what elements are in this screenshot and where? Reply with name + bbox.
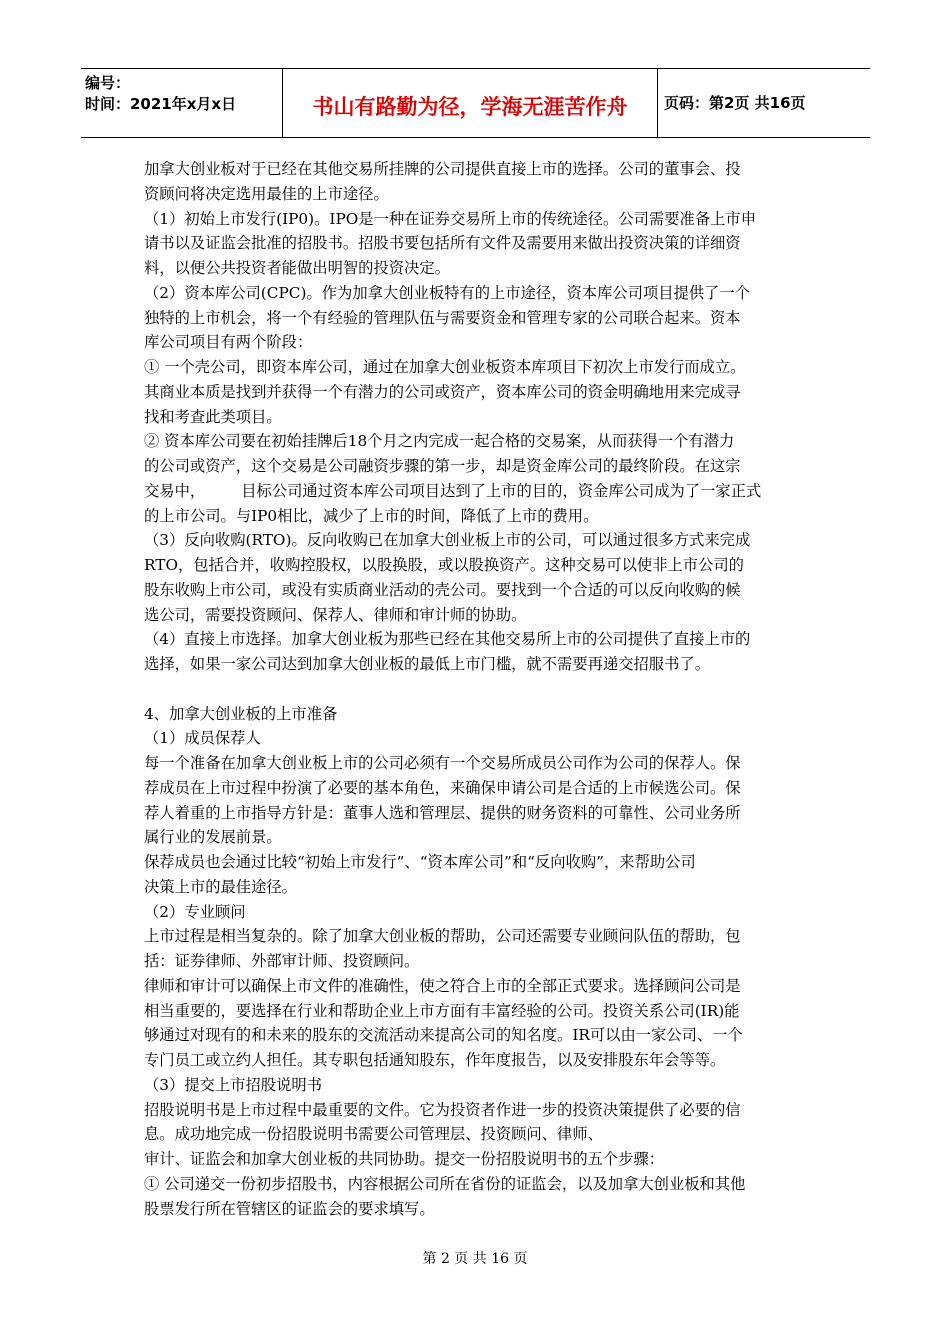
text-line: （4）直接上市选择。加拿大创业板为那些已经在其他交易所上市的公司提供了直接上市的 [144, 630, 751, 649]
text-line-split [144, 479, 812, 504]
text-line: （1）初始上市发行(IP0)。IPO是一种在证券交易所上市的传统途径。公司需要准备上市申 [144, 209, 757, 228]
text-line-tail: 目标公司通过资本库公司项目达到了上市的目的，资金库公司成为了一家正式 [241, 481, 762, 500]
text-line: 保荐成员也会通过比较“初始上市发行”、“资本库公司”和“反向收购”，来帮助公司 [144, 853, 696, 871]
page-info: 页码：第2页 共16页 [664, 94, 806, 112]
text-line: 库公司项目有两个阶段： [144, 333, 313, 352]
text-line: 决策上市的最佳途径。 [144, 877, 297, 896]
text-line: 加拿大创业板对于已经在其他交易所挂牌的公司提供直接上市的选择。公司的董事会、投 [144, 160, 741, 178]
time-label: 时间：2021年x月x日 [85, 95, 237, 113]
section-heading: 4、加拿大创业板的上市准备 [144, 704, 338, 723]
text-line: ① 一个壳公司，即资本库公司，通过在加拿大创业板资本库项目下初次上市发行而成立。 [144, 358, 746, 376]
text-line: （3）提交上市招股说明书 [144, 1075, 322, 1094]
text-line: 专门员工或立约人担任。其专职包括通知股东，作年度报告，以及安排股东年会等等。 [144, 1051, 726, 1069]
text-line: 选择，如果一家公司达到加拿大创业板的最低上市门槛，就不需要再递交招服书了。 [144, 655, 710, 673]
document-body [144, 157, 812, 1221]
text-line: （3）反向收购(RTO)。反向收购已在加拿大创业板上市的公司，可以通过很多方式来完成 [144, 531, 751, 550]
text-line: 息。成功地完成一份招股说明书需要公司管理层、投资顾问、律师、 [144, 1125, 603, 1144]
text-line: 每一个准备在加拿大创业板上市的公司必须有一个交易所成员公司作为公司的保荐人。保 [144, 754, 741, 772]
text-line: RTO，包括合并，收购控股权，以股换股，或以股换资产。这种交易可以使非上市公司的 [144, 556, 744, 574]
text-line: （1）成员保荐人 [144, 729, 261, 748]
text-line: 审计、证监会和加拿大创业板的共同协助。提交一份招股说明书的五个步骤： [144, 1150, 665, 1168]
header-meta-cell [81, 69, 283, 137]
text-line: 选公司，需要投资顾问、保荐人、律师和审计师的协助。 [144, 605, 527, 624]
text-line: 独特的上市机会，将一个有经验的管理队伍与需要资金和管理专家的公司联合起来。资本 [144, 308, 741, 327]
text-line: 荐成员在上市过程中扮演了必要的基本角色，来确保申请公司是合适的上市候选公司。保 [144, 778, 741, 797]
text-line: 够通过对现有的和未来的股东的交流活动来提高公司的知名度。IR可以由一家公司、一个 [144, 1026, 743, 1045]
text-line-head: 交易中， [144, 481, 206, 500]
text-line: 属行业的发展前景。 [144, 828, 282, 847]
text-line: 的上市公司。与IP0相比，减少了上市的时间，降低了上市的费用。 [144, 506, 599, 525]
text-line: 资顾问将决定选用最佳的上市途径。 [144, 184, 389, 203]
blank-line [144, 677, 812, 702]
text-line: 股票发行所在管辖区的证监会的要求填写。 [144, 1199, 435, 1218]
text-line: 找和考查此类项目。 [144, 407, 282, 426]
text-line: ① 公司递交一份初步招股书，内容根据公司所在省份的证监会，以及加拿大创业板和其他 [144, 1174, 746, 1193]
text-line: （2）专业顾问 [144, 902, 246, 921]
text-line: 律师和审计可以确保上市文件的准确性，使之符合上市的全部正式要求。选择顾问公司是 [144, 976, 741, 995]
text-line: 招股说明书是上市过程中最重要的文件。它为投资者作进一步的投资决策提供了必要的信 [144, 1100, 741, 1119]
text-line: ② 资本库公司要在初始挂牌后18个月之内完成一起合格的交易案，从而获得一个有潜力 [144, 432, 735, 451]
text-line: 的公司或资产，这个交易是公司融资步骤的第一步，却是资金库公司的最终阶段。在这宗 [144, 457, 741, 475]
motto: 书山有路勤为径，学海无涯苦作舟 [312, 95, 628, 119]
text-line: 其商业本质是找到并获得一个有潜力的公司或资产，资本库公司的资金明确地用来完成寻 [144, 382, 741, 401]
number-label: 编号： [85, 74, 131, 92]
text-line: 股东收购上市公司，或没有实质商业活动的壳公司。要找到一个合适的可以反向收购的候 [144, 580, 741, 599]
header-motto-cell [283, 69, 658, 137]
text-line: 相当重要的，要选择在行业和帮助企业上市方面有丰富经验的公司。投资关系公司(IR)能 [144, 1001, 740, 1020]
text-line: 荐人着重的上市指导方针是：董事人选和管理层、提供的财务资料的可靠性、公司业务所 [144, 803, 741, 822]
text-line: 上市过程是相当复杂的。除了加拿大创业板的帮助，公司还需要专业顾问队伍的帮助，包 [144, 927, 741, 946]
page-header [81, 68, 870, 138]
text-line: 括：证券律师、外部审计师、投资顾问。 [144, 952, 420, 970]
text-line: 请书以及证监会批准的招股书。招股书要包括所有文件及需要用来做出投资决策的详细资 [144, 234, 741, 253]
page-footer: 第 2 页 共 16 页 [422, 1251, 528, 1267]
text-line: （2）资本库公司(CPC)。作为加拿大创业板特有的上市途径，资本库公司项目提供了一个 [144, 283, 751, 302]
text-line: 料，以便公共投资者能做出明智的投资决定。 [144, 259, 450, 277]
